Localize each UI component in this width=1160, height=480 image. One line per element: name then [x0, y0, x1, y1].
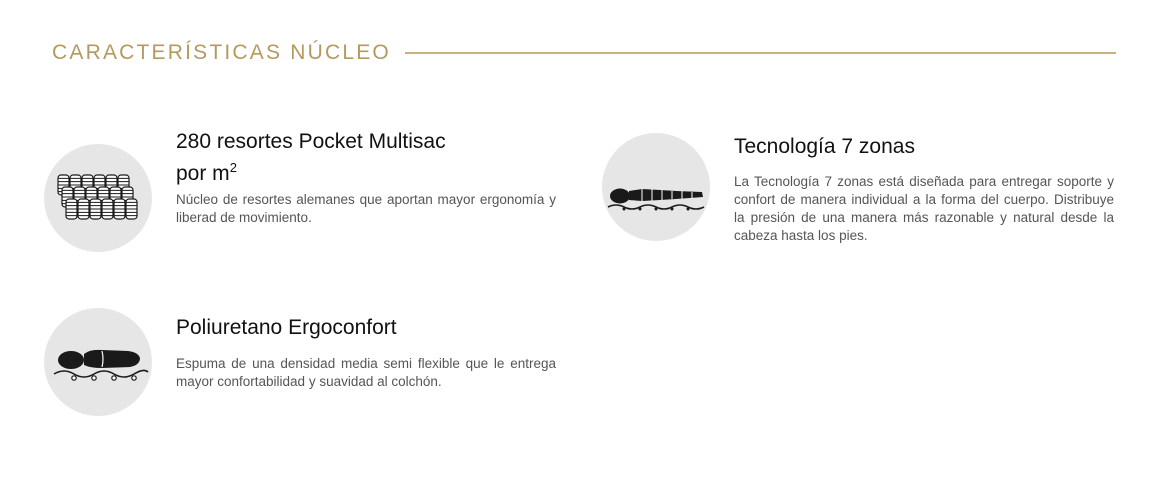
feature-description: La Tecnología 7 zonas está diseñada para entregar soporte y confort de manera individual a la forma del cuerpo. Distribuye la presión de una manera más razonable y natural desde la cabeza hasta los pies.	[734, 174, 1114, 243]
section-title: CARACTERÍSTICAS NÚCLEO	[52, 41, 391, 64]
section-header	[52, 38, 1116, 68]
seven-zones-body-icon	[602, 133, 710, 241]
feature-title	[176, 129, 556, 187]
feature-description: Núcleo de resortes alemanes que aportan mayor ergonomía y liberad de movimiento.	[176, 192, 556, 225]
feature-title-exponent: 2	[229, 160, 237, 175]
section-divider	[405, 52, 1116, 54]
pocket-springs-icon	[44, 144, 152, 252]
feature-title: Tecnología 7 zonas	[734, 135, 915, 158]
feature-title: Poliuretano Ergoconfort	[176, 316, 397, 339]
feature-title-main: 280 resortes Pocket Multisac	[176, 130, 446, 153]
feature-title-unit: por m	[176, 162, 230, 185]
foam-body-icon	[44, 308, 152, 416]
feature-description: Espuma de una densidad media semi flexible que le entrega mayor confortabilidad y suavidad al colchón.	[176, 356, 556, 389]
